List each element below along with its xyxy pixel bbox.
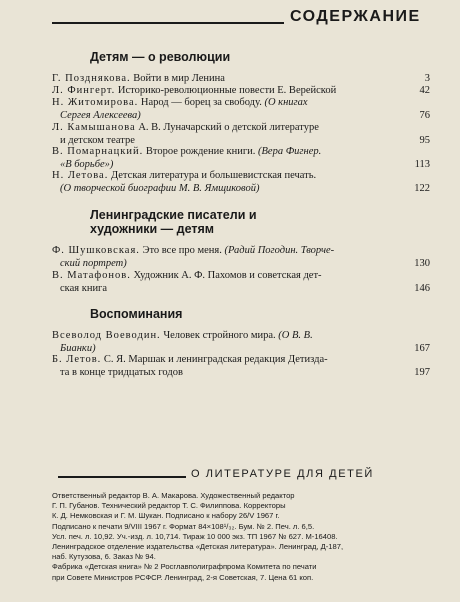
entry-title-continued: ская книга [60,282,108,294]
entry-title-continued: и детском театре [60,134,135,146]
entry-subtitle: (Вера Фигнер. [258,146,322,157]
entry-page-number: 122 [414,182,430,194]
toc-entry [52,170,430,195]
section-title-memoirs: Воспоминания [90,307,183,321]
toc-entry-line [52,170,430,183]
toc-entry-line [52,73,430,86]
toc-entry-line [52,330,430,343]
entry-subtitle: (О книгах [264,97,308,108]
section-title-line: Ленинградские писатели и [90,208,257,222]
entry-author: Н. Житомирова. [52,97,139,108]
entry-author: Л. Фингерт. [52,85,116,96]
entry-title-continued: та в конце тридцатых годов [60,366,183,378]
toc-entry [52,73,430,86]
imprint-line: Фабрика «Детская книга» № 2 Росглавполиграфпрома Комитета по печати [52,562,317,572]
entry-title: Войти в мир Ленина [133,73,225,84]
entry-subtitle: «В борьбе») [60,158,114,170]
series-divider [58,466,440,486]
page-header [52,8,434,30]
toc-entry [52,354,430,379]
toc-entry-line [52,354,430,367]
toc-entry-line [52,85,430,98]
imprint-line: Ответственный редактор В. А. Макарова. Художественный редактор [52,491,295,500]
entry-title: Человек стройного мира. [163,330,276,341]
imprint-line: Усл. печ. л. 10,92. Уч.-изд. л. 10,714. Тираж 10 000 экз. ТП 1967 № 627. М-16408. [52,531,338,541]
entry-page-number: 95 [419,134,430,146]
entry-page-number: 130 [414,257,430,269]
entry-author: В. Матафонов. [52,270,131,281]
imprint-block [52,491,436,583]
imprint-line: Подписано к печати 9/VIII 1967 г. Формат 84×108¹/₃₂. Бум. № 2. Печ. л. 6,5. [52,521,315,531]
toc-entry [52,97,430,122]
toc-entry [52,122,430,147]
section-title-leningrad [90,208,257,236]
entry-subtitle: ский портрет) [60,257,127,269]
page-title: СОДЕРЖАНИЕ [290,8,421,25]
entry-page-number: 113 [414,158,430,170]
entry-subtitle: (Радий Погодин. Творче- [224,245,335,256]
entry-title: Историко-революционные повести Е. Верейской [117,85,337,96]
entry-author: Л. Камышанова [52,122,136,133]
entry-page-number: 167 [414,342,430,354]
entry-title: Второе рождение книги. [145,146,256,157]
imprint-line: К. Д. Немковская и Г. М. Шукан. Подписано к набору 26/V 1967 г. [52,511,280,521]
entry-author: В. Помарнацкий. [52,146,144,157]
entry-author: Всеволод Воеводин. [52,330,161,341]
toc-entry [52,245,430,270]
divider-rule [58,476,186,478]
toc-entry-line [52,270,430,283]
imprint-line: при Совете Министров РСФСР. Ленинград, 2-я Советская, 7. Цена 61 коп. [52,572,314,582]
toc-entry-line [52,146,430,159]
entry-title: А. В. Луначарский о детской литературе [138,122,319,133]
entry-page-number: 197 [414,366,430,378]
toc-entry-line [52,245,430,258]
entry-title: Детская литература и большевистская печать. [110,170,317,181]
imprint-line: Г. П. Губанов. Технический редактор Т. С. Филиппова. Корректоры [52,501,286,511]
entry-author: Н. Летова. [52,170,109,181]
entry-subtitle: (О В. В. [278,330,313,341]
entry-subtitle: (О творческой биографии М. В. Ямщиковой) [60,182,260,194]
entry-page-number: 3 [424,73,430,84]
entry-title: Народ — борец за свободу. [140,97,262,108]
series-title: О ЛИТЕРАТУРЕ ДЛЯ ДЕТЕЙ [191,468,374,480]
entry-page-number: 146 [414,282,430,294]
toc-entry [52,146,430,171]
entry-subtitle: Сергея Алексеева) [60,109,141,121]
entry-author: Ф. Шушковская. [52,245,140,256]
entry-title: Художник А. Ф. Пахомов и советская дет- [133,270,322,281]
section-title-revolution: Детям — о революции [90,50,231,64]
entry-subtitle: Бианки) [60,342,96,354]
toc-entry [52,330,430,355]
imprint-line: Ленинградское отделение издательства «Детская литература». Ленинград, Д-187, [52,542,344,552]
toc-entry-line [52,97,430,110]
toc-entry [52,85,430,98]
entry-page-number: 42 [419,85,430,96]
entry-author: Б. Летов. [52,354,102,365]
toc-entry [52,270,430,295]
toc-entry-line [52,122,430,135]
entry-title: Это все про меня. [142,245,222,256]
section-title-line: художники — детям [90,222,215,236]
entry-title: С. Я. Маршак и ленинградская редакция Детизда- [103,354,328,365]
entry-page-number: 76 [419,109,430,121]
header-rule [52,22,284,24]
imprint-line: наб. Кутузова, 6. Заказ № 94. [52,552,156,562]
entry-author: Г. Позднякова. [52,73,131,84]
